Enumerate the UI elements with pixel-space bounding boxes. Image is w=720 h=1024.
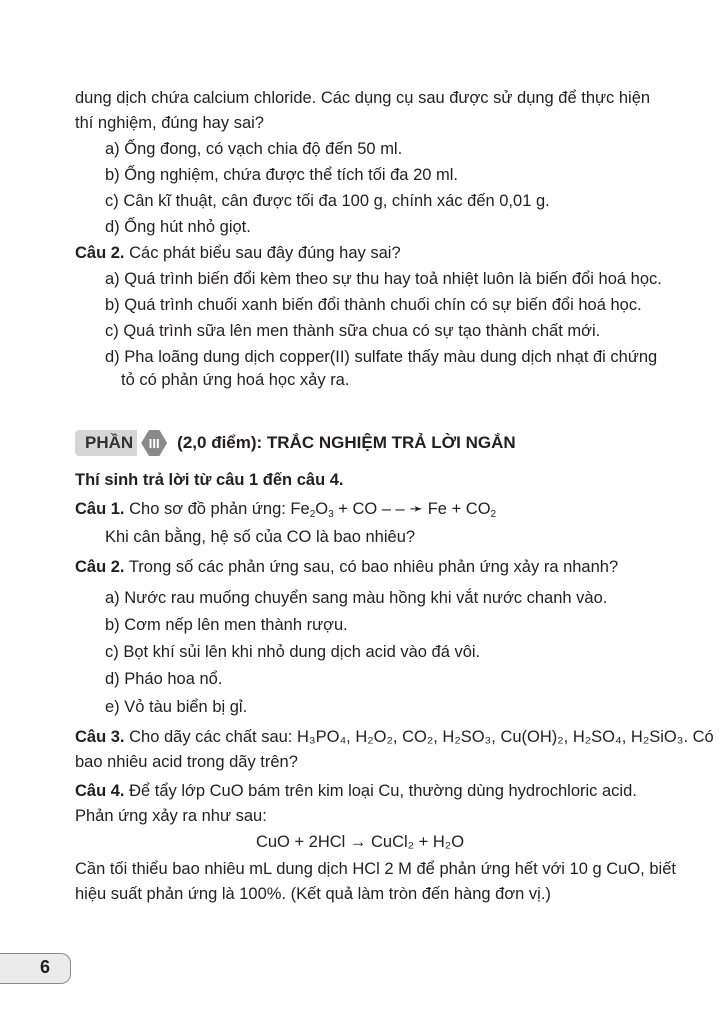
question-4 (75, 780, 637, 802)
subscript: 3 (328, 509, 334, 520)
section-title: (2,0 điểm): TRẮC NGHIỆM TRẢ LỜI NGẮN (177, 433, 516, 452)
formula-list: H₃PO₄, H₂O₂, CO₂, H₂SO₃, Cu(OH)₂, H₂SO₄, H₂SiO₃ (296, 728, 684, 746)
list-item: e) Vỏ tàu biển bị gỉ. (105, 698, 248, 716)
question-3 (75, 726, 714, 748)
list-item: b) Cơm nếp lên men thành rượu. (105, 616, 348, 634)
list-item: b) Ống nghiệm, chứa được thể tích tối đa 20 ml. (105, 166, 459, 184)
list-item: c) Cân kĩ thuật, cân được tối đa 100 g, chính xác đến 0,01 g. (105, 192, 550, 210)
question-2 (75, 242, 401, 264)
section-number: III (148, 435, 160, 451)
section-number-badge (137, 430, 171, 456)
formula-part: + CO – – ➛ Fe + CO (333, 500, 491, 518)
formula-part: O (315, 500, 329, 518)
subscript: 2 (490, 509, 497, 520)
list-item: a) Ống đong, có vạch chia độ đến 50 ml. (105, 140, 403, 158)
question-1 (75, 498, 496, 520)
intro-line-1: dung dịch chứa calcium chloride. Các dụng cụ sau được sử dụng để thực hiện (75, 89, 651, 107)
question-4-line-4: hiệu suất phản ứng là 100%. (Kết quả làm tròn đến hàng đơn vị.) (75, 885, 551, 903)
question-4-line-2: Phản ứng xảy ra như sau: (75, 807, 267, 825)
list-item: d) Pháo hoa nổ. (105, 670, 223, 688)
section-header (75, 430, 516, 456)
page-number-tab (0, 953, 71, 984)
list-item: c) Bọt khí sủi lên khi nhỏ dung dịch acid vào đá vôi. (105, 643, 481, 661)
list-item: a) Nước rau muống chuyển sang màu hồng khi vắt nước chanh vào. (105, 589, 608, 607)
list-item: a) Quá trình biến đổi kèm theo sự thu hay toả nhiệt luôn là biến đổi hoá học. (105, 270, 662, 288)
question-3-line-2: bao nhiêu acid trong dãy trên? (75, 753, 298, 771)
question-text: Cho sơ đồ phản ứng: (124, 500, 291, 518)
list-item: d) Ống hút nhỏ giọt. (105, 218, 251, 236)
question-text-tail: . Có (683, 728, 714, 746)
list-item-continuation: tỏ có phản ứng hoá học xảy ra. (121, 371, 350, 389)
question-text: Trong số các phản ứng sau, có bao nhiêu phản ứng xảy ra nhanh? (124, 558, 619, 576)
question-text: Cho dãy các chất sau: (124, 728, 297, 746)
page-number: 6 (40, 957, 51, 977)
list-item: b) Quá trình chuối xanh biến đổi thành chuối chín có sự biến đổi hoá học. (105, 296, 642, 314)
intro-line-2: thí nghiệm, đúng hay sai? (75, 114, 264, 132)
question-label: Câu 2. (75, 558, 125, 576)
list-item: c) Quá trình sữa lên men thành sữa chua có sự tạo thành chất mới. (105, 322, 601, 340)
question-text: Để tẩy lớp CuO bám trên kim loại Cu, thường dùng hydrochloric acid. (124, 782, 637, 800)
question-2 (75, 556, 618, 578)
question-1-line-2: Khi cân bằng, hệ số của CO là bao nhiêu? (105, 528, 416, 546)
question-label: Câu 4. (75, 782, 125, 800)
list-item: d) Pha loãng dung dịch copper(II) sulfate thấy màu dung dịch nhạt đi chứng (105, 348, 658, 366)
instruction: Thí sinh trả lời từ câu 1 đến câu 4. (75, 471, 344, 489)
question-text: Các phát biểu sau đây đúng hay sai? (124, 244, 401, 262)
reaction-scheme (290, 500, 496, 518)
question-label: Câu 1. (75, 500, 125, 518)
question-4-line-3: Cần tối thiểu bao nhiêu mL dung dịch HCl 2 M để phản ứng hết với 10 g CuO, biết (75, 860, 676, 878)
chemical-equation: CuO + 2HCl → CuCl₂ + H₂O (255, 833, 465, 851)
formula-part: Fe (290, 500, 310, 518)
subscript: 2 (309, 509, 316, 520)
section-label: PHẦN (75, 430, 137, 456)
question-label: Câu 3. (75, 728, 125, 746)
question-label: Câu 2. (75, 244, 125, 262)
